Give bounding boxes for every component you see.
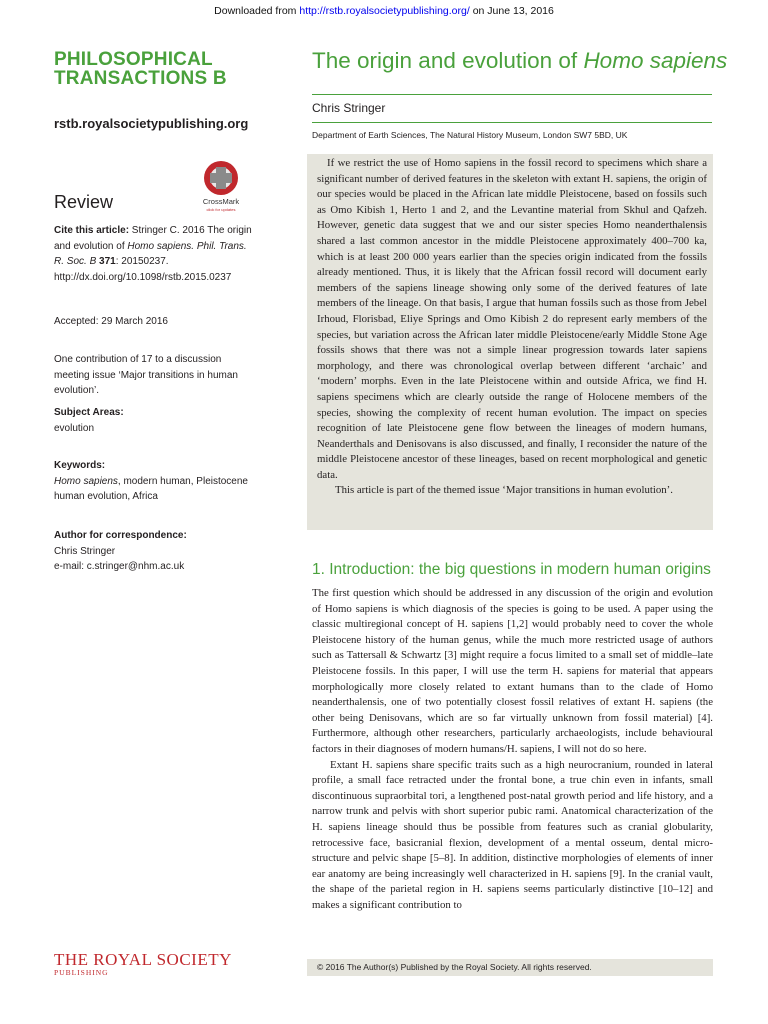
keywords [54, 458, 254, 505]
contribution-note: One contribution of 17 to a discussion meeting issue ‘Major transitions in human evolution’. [54, 354, 238, 396]
author-affiliation: Department of Earth Sciences, The Natural History Museum, London SW7 5BD, UK [312, 130, 628, 140]
article-title-plain: The origin and evolution of [312, 48, 584, 73]
body-paragraph: Extant H. sapiens share specific traits such as a high neurocranium, rounded in lateral profile, a small face retracted under the frontal bone, a true chin even in infants, small discontinuous supraorbital tori, a lengthened post-natal growth period and life history, and a narrow trunk and pelvis with short superior pubic rami. Anatomical characterization of the H. sapiens lineage should thus be possible from features such as cranial globularity, retrocessive face, basicranial flexion, development of a mental osseum, dental micro-structure and pelvic shape [5–8]. In addition, distinctive morphologies of elements of inner ear anatomy are being increasingly well characterized in H. sapiens [9]. In the cranial vault, the shape of the parietal region in H. sapiens seems particularly distinctive [10–12] and makes a significant contribution to [312, 758, 713, 911]
abstract-box [307, 154, 713, 530]
download-prefix: Downloaded from [214, 5, 300, 17]
citation [54, 223, 254, 285]
crossmark-label: CrossMark [202, 197, 240, 206]
journal-name-line2: TRANSACTIONS B [54, 68, 227, 89]
article-author: Chris Stringer [312, 101, 386, 115]
journal-name-line1: PHILOSOPHICAL [54, 49, 213, 70]
copyright-text: © 2016 The Author(s) Published by the Royal Society. All rights reserved. [317, 962, 592, 972]
abstract-paragraph: If we restrict the use of Homo sapiens in the fossil record to specimens which share a significant number of derived features in the skeleton with extant H. sapiens, the origin of our species would be placed in the African late middle Pleistocene, based on fossils such as Omo Kibish 1, Herto 1 and 2, and the Levantine material from Skhul and Qafzeh. However, genetic data suggest that we and our sister species Homo neanderthalensis shared a last common ancestor in the middle Pleistocene approximately 400–700 ka, which is at least 200 000 years earlier than the species origin indicated from the fossils already mentioned. Thus, it is likely that the African fossil record will document early members of the sapiens lineage showing only some of the derived features of late members of the lineage. On that basis, I argue that human fossils such as those from Jebel Irhoud, Florisbad, Eliye Springs and Omo Kibish 2 do represent early members of the species, but variation across the African later middle Pleistocene/early Middle Stone Age fossils shows that there was not a simple linear progression towards later sapiens morphology, and there was chronological overlap between different ‘archaic’ and ‘modern’ morphs. Even in the late Pleistocene within and outside Africa, we find H. sapiens specimens which are clearly outside the range of Holocene members of the species, showing the complexity of recent human evolution. The impact on species recognition of late Pleistocene gene flow between the lineages of modern humans, Neanderthals and Denisovans is also discussed, and finally, I reconsider the nature of the middle Pleistocene ancestor of these lineages, based on recent morphological and genetic data. [317, 157, 707, 481]
keywords-italic: Homo sapiens [54, 475, 118, 487]
citation-volume: 371 [96, 256, 116, 267]
crossmark-icon [196, 160, 246, 198]
publisher-sub: PUBLISHING [54, 968, 109, 977]
crossmark-badge[interactable] [196, 160, 246, 218]
correspondence-label: Author for correspondence: [54, 530, 187, 541]
royal-society-logo [54, 950, 232, 977]
citation-text: Stringer C. 2016 The origin and evolution of [54, 225, 252, 252]
subject-areas [54, 405, 254, 436]
publisher-name: THE ROYAL SOCIETY [54, 950, 232, 969]
download-link[interactable]: http://rstb.royalsocietypublishing.org/ [299, 5, 470, 17]
author-rule [312, 122, 712, 123]
download-notice [0, 5, 768, 17]
article-title [312, 48, 727, 74]
correspondence-email[interactable]: e-mail: c.stringer@nhm.ac.uk [54, 561, 185, 572]
journal-name [54, 50, 227, 88]
download-suffix: on June 13, 2016 [469, 5, 554, 17]
article-type: Review [54, 192, 114, 212]
copyright-footer [307, 959, 713, 976]
citation-italic: Homo sapiens. Phil. Trans. R. Soc. B [54, 240, 247, 267]
subject-areas-label: Subject Areas: [54, 407, 124, 418]
subject-areas-value: evolution [54, 422, 95, 434]
crossmark-sublabel: click for updates [206, 207, 236, 212]
section-heading: 1. Introduction: the big questions in modern human origins [312, 561, 711, 578]
correspondence-name: Chris Stringer [54, 545, 116, 557]
citation-label: Cite this article: [54, 225, 130, 236]
citation-doi[interactable]: http://dx.doi.org/10.1098/rstb.2015.0237 [54, 271, 232, 283]
journal-site[interactable]: rstb.royalsocietypublishing.org [54, 116, 249, 131]
citation-pages: : 20150237. [115, 256, 169, 267]
accepted-date: Accepted: 29 March 2016 [54, 316, 168, 327]
correspondence [54, 528, 254, 575]
body-paragraph: The first question which should be addressed in any discussion of the origin and evolution of Homo sapiens is which diagnosis of the species is going to be used. A paper using the classic multiregional concept of H. sapiens [1,2] would probably need to cover the whole Pleistocene history of the human genus, while the much more restricted usage of authors such as Tattersall & Schwartz [3] might require a focus limited to a small set of middle–late Pleistocene fossils. In this paper, I will use the term H. sapiens for material that appears morphologically more closely related to extant humans than to the clade of Homo neanderthalensis, one of two potentially closest fossil relatives of extant H. sapiens (the other being Denisovans, which are so far virtually unknown from fossil material) [4]. Furthermore, although other researchers, particularly archaeologists, include behavioural factors in their diagnoses of modern humans/H. sapiens, I will not do so here. [312, 587, 713, 755]
keywords-value: , modern human, Pleistocene human evolution, Africa [54, 475, 248, 502]
section-body [312, 586, 713, 913]
article-title-italic: Homo sapiens [583, 48, 728, 73]
keywords-label: Keywords: [54, 460, 106, 471]
abstract-paragraph: This article is part of the themed issue ‘Major transitions in human evolution’. [335, 484, 673, 497]
title-rule [312, 94, 712, 95]
